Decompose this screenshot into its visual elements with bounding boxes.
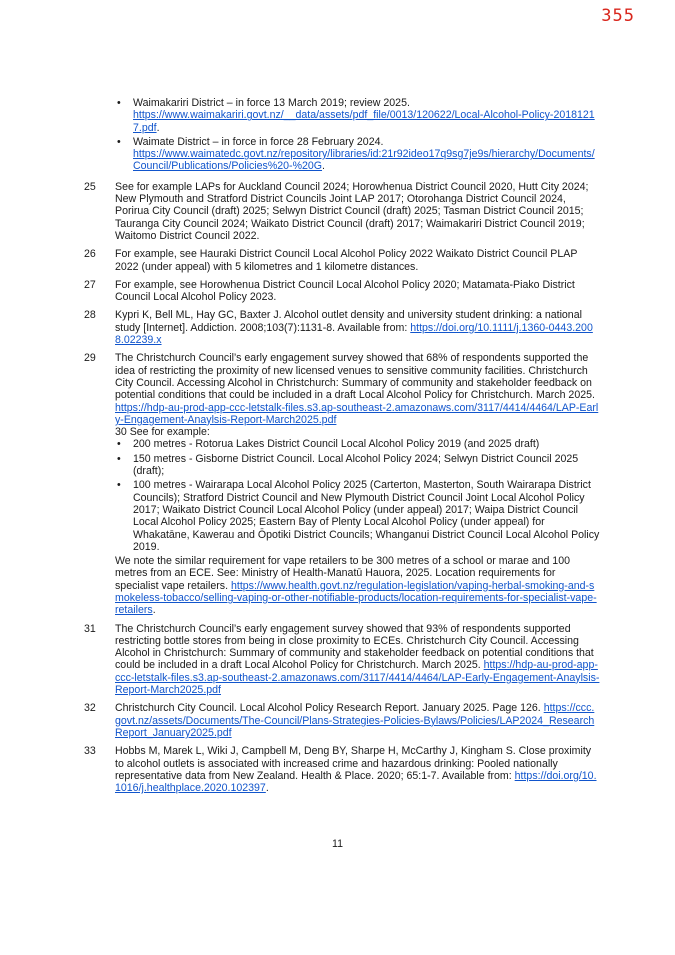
list-item: • 100 metres - Wairarapa Local Alcohol Policy 2025 (Carterton, Masterton, South Wairarapa District Councils); Stratford District Council and New Plymouth District Council Joint Local Alcohol Policy 2017; Waikato District Council Local Alcohol Policy (under appeal) 2017; Waipa District Council Local Alcohol Policy 2025; Eastern Bay of Plenty Local Alcohol Policy (under appeal) for Whakatāne, Kawerau and Ōpotiki District Councils; Whanganui District Council Local Alcohol Policy 2019. <box>115 479 600 553</box>
list-item-text: Waimate District – in force in force 28 February 2024. <box>133 135 384 148</box>
reference-link[interactable]: https://ccc.govt.nz/assets/Documents/The-Council/Plans-Strategies-Policies-Bylaws/Policies/LAP2024_ResearchReport_January2025.pdf <box>115 702 595 739</box>
footnote-25 <box>84 181 600 242</box>
reference-link[interactable]: https://hdp-au-prod-app-ccc-letstalk-files.s3.ap-southeast-2.amazonaws.com/3117/4414/4464/LAP-Early-Engagement-Anaylsis-Report-March2025.pdf <box>115 659 600 697</box>
footnote-number: 29 <box>84 352 96 365</box>
footnote-text: The Christchurch Council’s early engagement survey showed that 68% of respondents supported the idea of restricting the proximity of new licensed venues to sensitive community facilities. Christchurch City Council. Accessing Alcohol in Christchurch: Summary of community and stakeholder feedback on potential conditions that could be included in a draft Local Alcohol Policy for Christchurch. March 2025. <box>115 352 595 402</box>
list-item-text: Waimakariri District – in force 13 March 2019; review 2025. <box>133 97 410 109</box>
footnote-number: 25 <box>84 180 96 193</box>
footnote-28 <box>84 309 600 346</box>
footnotes-content <box>84 97 600 800</box>
reference-link[interactable]: https://www.waimatedc.govt.nz/repository/libraries/id:21r92ideo17q9sg7je9s/hierarchy/Documents/Council/Publications/Policies%20-%20G <box>133 148 595 173</box>
list-item: • Waimakariri District – in force 13 March 2019; review 2025. https://www.waimakariri.govt.nz/__data/assets/pdf_file/0013/120622/Local-Alcohol-Policy-20181217.pdf. <box>115 97 600 134</box>
page-stamp-number: 355 <box>601 6 635 26</box>
reference-link[interactable]: https://www.waimakariri.govt.nz/__data/assets/pdf_file/0013/120622/Local-Alcohol-Policy-20181217.pdf <box>133 109 595 134</box>
footnote-text: See for example LAPs for Auckland Council 2024; Horowhenua District Council 2020, Hutt City 2024; New Plymouth and Stratford District Councils Joint LAP 2017; Otorohanga District Council 2024, Porirua City Council (draft) 2025; Selwyn District Council (draft) 2025; Tasman District Council 2015; Tauranga City Council 2024; Waikato District Council (draft) 2017; Waimakariri District Council 2019; Waitomo District Council 2022. <box>115 180 589 242</box>
reference-link[interactable]: https://www.health.govt.nz/regulation-legislation/vaping-herbal-smoking-and-smokeless-tobacco/selling-vaping-or-other-notifiable-products/location-requirements-for-specialist-vape-retailers <box>115 579 597 617</box>
footnote-number: 32 <box>84 702 96 715</box>
reference-link[interactable]: https://hdp-au-prod-app-ccc-letstalk-files.s3.ap-southeast-2.amazonaws.com/3117/4414/4464/LAP-Early-Engagement-Anaylsis-Report-March2025.pdf <box>115 401 599 426</box>
reference-link[interactable]: https://doi.org/10.1016/j.healthplace.2020.102397 <box>115 769 597 795</box>
footnote-text: Christchurch City Council. Local Alcohol Policy Research Report. January 2025. Page 126. <box>115 702 544 715</box>
district-list <box>115 97 600 173</box>
footnote-27 <box>84 279 600 304</box>
footnote-33: 33 Hobbs M, Marek L, Wiki J, Campbell M, Deng BY, Sharpe H, McCarthy J, Kingham S. Close proximity to alcohol outlets is associated with increased crime and hazardous drinking: Pooled nationally representative data from New Zealand. Health & Place. 2020; 65:1-7. Available from: https://doi.org/10.1016/j.healthplace.2020.102397. <box>84 745 597 795</box>
footnote-text: Kypri K, Bell ML, Hay GC, Baxter J. Alcohol outlet density and university student drinking: a national study [Internet]. Addiction. 2008;103(7):1131-8. Available from: <box>115 309 582 334</box>
footnote-30-lead: 30 See for example: <box>115 426 210 439</box>
list-item: • 200 metres - Rotorua Lakes District Council Local Alcohol Policy 2019 (and 2025 draft) <box>115 438 600 450</box>
footnote-number: 26 <box>84 248 96 261</box>
footnote-32 <box>84 702 600 739</box>
reference-link[interactable]: https://doi.org/10.1111/j.1360-0443.2008.02239.x <box>115 321 593 347</box>
distance-examples-list <box>115 438 600 553</box>
footnote-number: 28 <box>84 309 96 322</box>
footnote-26 <box>84 248 600 273</box>
footnote-text: The Christchurch Council’s early engagement survey showed that 93% of respondents supported restricting bottle stores from being in close proximity to ECEs. Christchurch City Council. Accessing Alcohol in Christchurch: Summary of community and stakeholder feedback on potential conditions that could be included in a draft Local Alcohol Policy for Christchurch. March 2025. <box>115 622 594 672</box>
footnote-text: For example, see Horowhenua District Council Local Alcohol Policy 2020; Matamata-Piako District Council Local Alcohol Policy 2023. <box>115 278 575 304</box>
footnote-number: 33 <box>84 745 96 758</box>
footnote-text: We note the similar requirement for vape retailers to be 300 metres of a school or marae and 100 metres from an ECE. See: Ministry of Health-Manatū Hauora, 2025. Location requirements for specialist vape retailers. <box>115 555 570 592</box>
footnote-29: 29 The Christchurch Council’s early engagement survey showed that 68% of respondents supported the idea of restricting the proximity of new licensed venues to sensitive community facilities. Christchurch City Council. Accessing Alcohol in Christchurch: Summary of community and stakeholder feedback on potential conditions that could be included in a draft Local Alcohol Policy for Christchurch. March 2025. https://hdp-au-prod-app-ccc-letstalk-files.s3.ap-southeast-2.amazonaws.com/3117/4414/4464/LAP-Early-Engagement-Anaylsis-Report-March2025.pdf 30 See for example: • 200 metres - Rotorua Lakes District Council Local Alcohol Policy 2019 (and 2025 draft) • 150 metres - Gisborne District Council. Local Alcohol Policy 2024; Selwyn District Council 2025 (draft); • 100 metres - Wairarapa Local Alcohol Policy 2025 (Carterton, Masterton, South Wairarapa District Councils); Stratford District Council and New Plymouth District Council Joint Local Alcohol Policy 2017; Waikato District Council Local Alcohol Policy (under appeal) 2017; Waipa District Council Local Alcohol Policy 2025; Eastern Bay of Plenty Local Alcohol Policy (under appeal) for Whakatāne, Kawerau and Ōpotiki District Councils; Whanganui District Council Local Alcohol Policy 2019. We note the similar requirement for vape retailers to be 300 metres of a school or marae and 100 metres from an ECE. See: Ministry of Health-Manatū Hauora, 2025. Location requirements for specialist vape retailers. https://www.health.govt.nz/regulation-legislation/vaping-herbal-smoking-and-smokeless-tobacco/selling-vaping-or-other-notifiable-products/location-requirements-for-specialist-vape-retailers. <box>84 352 600 616</box>
footnote-number: 27 <box>84 278 96 291</box>
footnote-text: For example, see Hauraki District Council Local Alcohol Policy 2022 Waikato District Council PLAP 2022 (under appeal) with 5 kilometres and 1 kilometre distances. <box>115 248 578 273</box>
footnote-text: Hobbs M, Marek L, Wiki J, Campbell M, Deng BY, Sharpe H, McCarthy J, Kingham S. Close proximity to alcohol outlets is associated with increased crime and hazardous drinking: Pooled nationally representative data from New Zealand. Health & Place. 2020; 65:1-7. Available from: <box>115 745 592 782</box>
list-item: • 150 metres - Gisborne District Council. Local Alcohol Policy 2024; Selwyn District Council 2025 (draft); <box>115 453 600 478</box>
footnote-31 <box>84 623 600 697</box>
list-item: • Waimate District – in force in force 28 February 2024. https://www.waimatedc.govt.nz/repository/libraries/id:21r92ideo17q9sg7je9s/hierarchy/Documents/Council/Publications/Policies%20-%20G. <box>115 136 600 173</box>
footnote-number: 31 <box>84 622 96 635</box>
page-number: 11 <box>332 838 343 850</box>
